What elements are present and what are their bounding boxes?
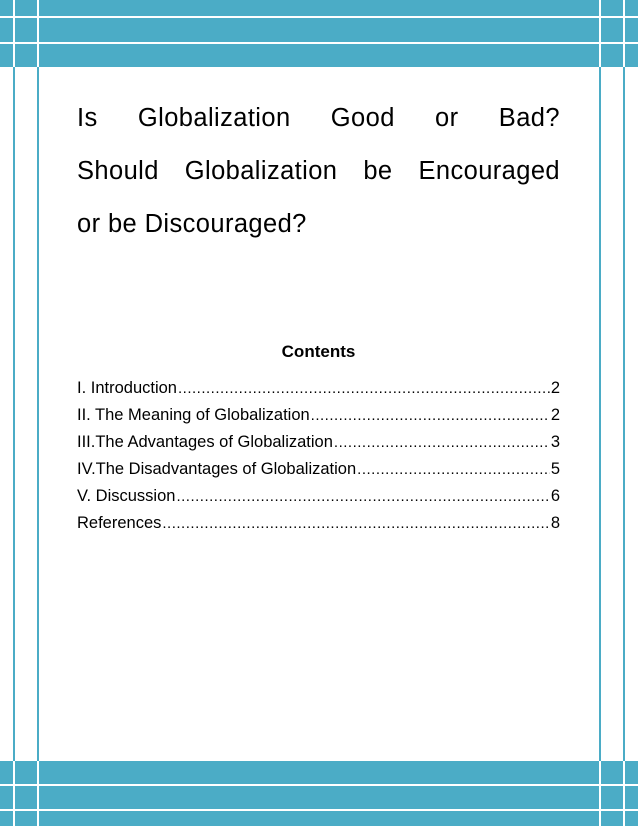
title-line-3 xyxy=(77,198,560,251)
toc-entry-label: I. Introduction xyxy=(77,379,177,397)
title-word: Bad? xyxy=(498,104,560,132)
toc-entry-references[interactable] xyxy=(77,510,560,537)
title-word: Encouraged xyxy=(418,157,560,185)
title-word: Globalization xyxy=(137,104,291,132)
toc-dot-leader xyxy=(176,483,549,510)
toc-page-number: 2 xyxy=(550,379,560,397)
frame-line xyxy=(37,0,39,67)
frame-line xyxy=(13,761,15,826)
frame-line xyxy=(0,784,638,786)
toc-entry-label: II. The Meaning of Globalization xyxy=(77,406,310,424)
frame-line xyxy=(623,0,625,826)
toc-page-number: 8 xyxy=(550,514,560,532)
frame-line xyxy=(0,42,638,44)
toc-dot-leader xyxy=(162,510,549,537)
toc-entry-introduction[interactable] xyxy=(77,375,560,402)
title-word: be xyxy=(363,157,393,185)
title-word: Is xyxy=(77,104,98,132)
toc-page-number: 5 xyxy=(550,460,560,478)
toc-dot-leader xyxy=(178,375,550,402)
toc-dot-leader xyxy=(334,429,550,456)
document-title xyxy=(77,92,560,251)
frame-line xyxy=(599,0,601,826)
title-line-1 xyxy=(77,92,560,145)
toc-entry-label: IV.The Disadvantages of Globalization xyxy=(77,460,357,478)
toc-page-number: 3 xyxy=(550,433,560,451)
title-word: or xyxy=(435,104,459,132)
toc-entry-label: References xyxy=(77,514,162,532)
header-band xyxy=(0,0,638,67)
toc-entry-label: V. Discussion xyxy=(77,487,176,505)
frame-line xyxy=(623,0,625,67)
toc-page-number: 2 xyxy=(550,406,560,424)
toc-entry-label: III.The Advantages of Globalization xyxy=(77,433,333,451)
toc-entry-advantages[interactable] xyxy=(77,429,560,456)
frame-line xyxy=(13,0,15,826)
contents-heading: Contents xyxy=(281,342,356,361)
title-word: Globalization xyxy=(184,157,338,185)
table-of-contents xyxy=(77,375,560,537)
footer-band xyxy=(0,761,638,826)
title-word: Good xyxy=(330,104,395,132)
toc-dot-leader xyxy=(311,402,550,429)
frame-line xyxy=(37,761,39,826)
frame-line xyxy=(0,16,638,18)
frame-line xyxy=(599,0,601,67)
frame-line xyxy=(599,761,601,826)
toc-entry-disadvantages[interactable] xyxy=(77,456,560,483)
title-line-2 xyxy=(77,145,560,198)
frame-line xyxy=(37,0,39,826)
toc-entry-meaning[interactable] xyxy=(77,402,560,429)
toc-dot-leader xyxy=(357,456,550,483)
title-word: or be Discouraged? xyxy=(77,210,307,238)
frame-line xyxy=(0,809,638,811)
toc-page-number: 6 xyxy=(550,487,560,505)
frame-line xyxy=(13,0,15,67)
title-word: Should xyxy=(77,157,159,185)
frame-line xyxy=(623,761,625,826)
toc-entry-discussion[interactable] xyxy=(77,483,560,510)
